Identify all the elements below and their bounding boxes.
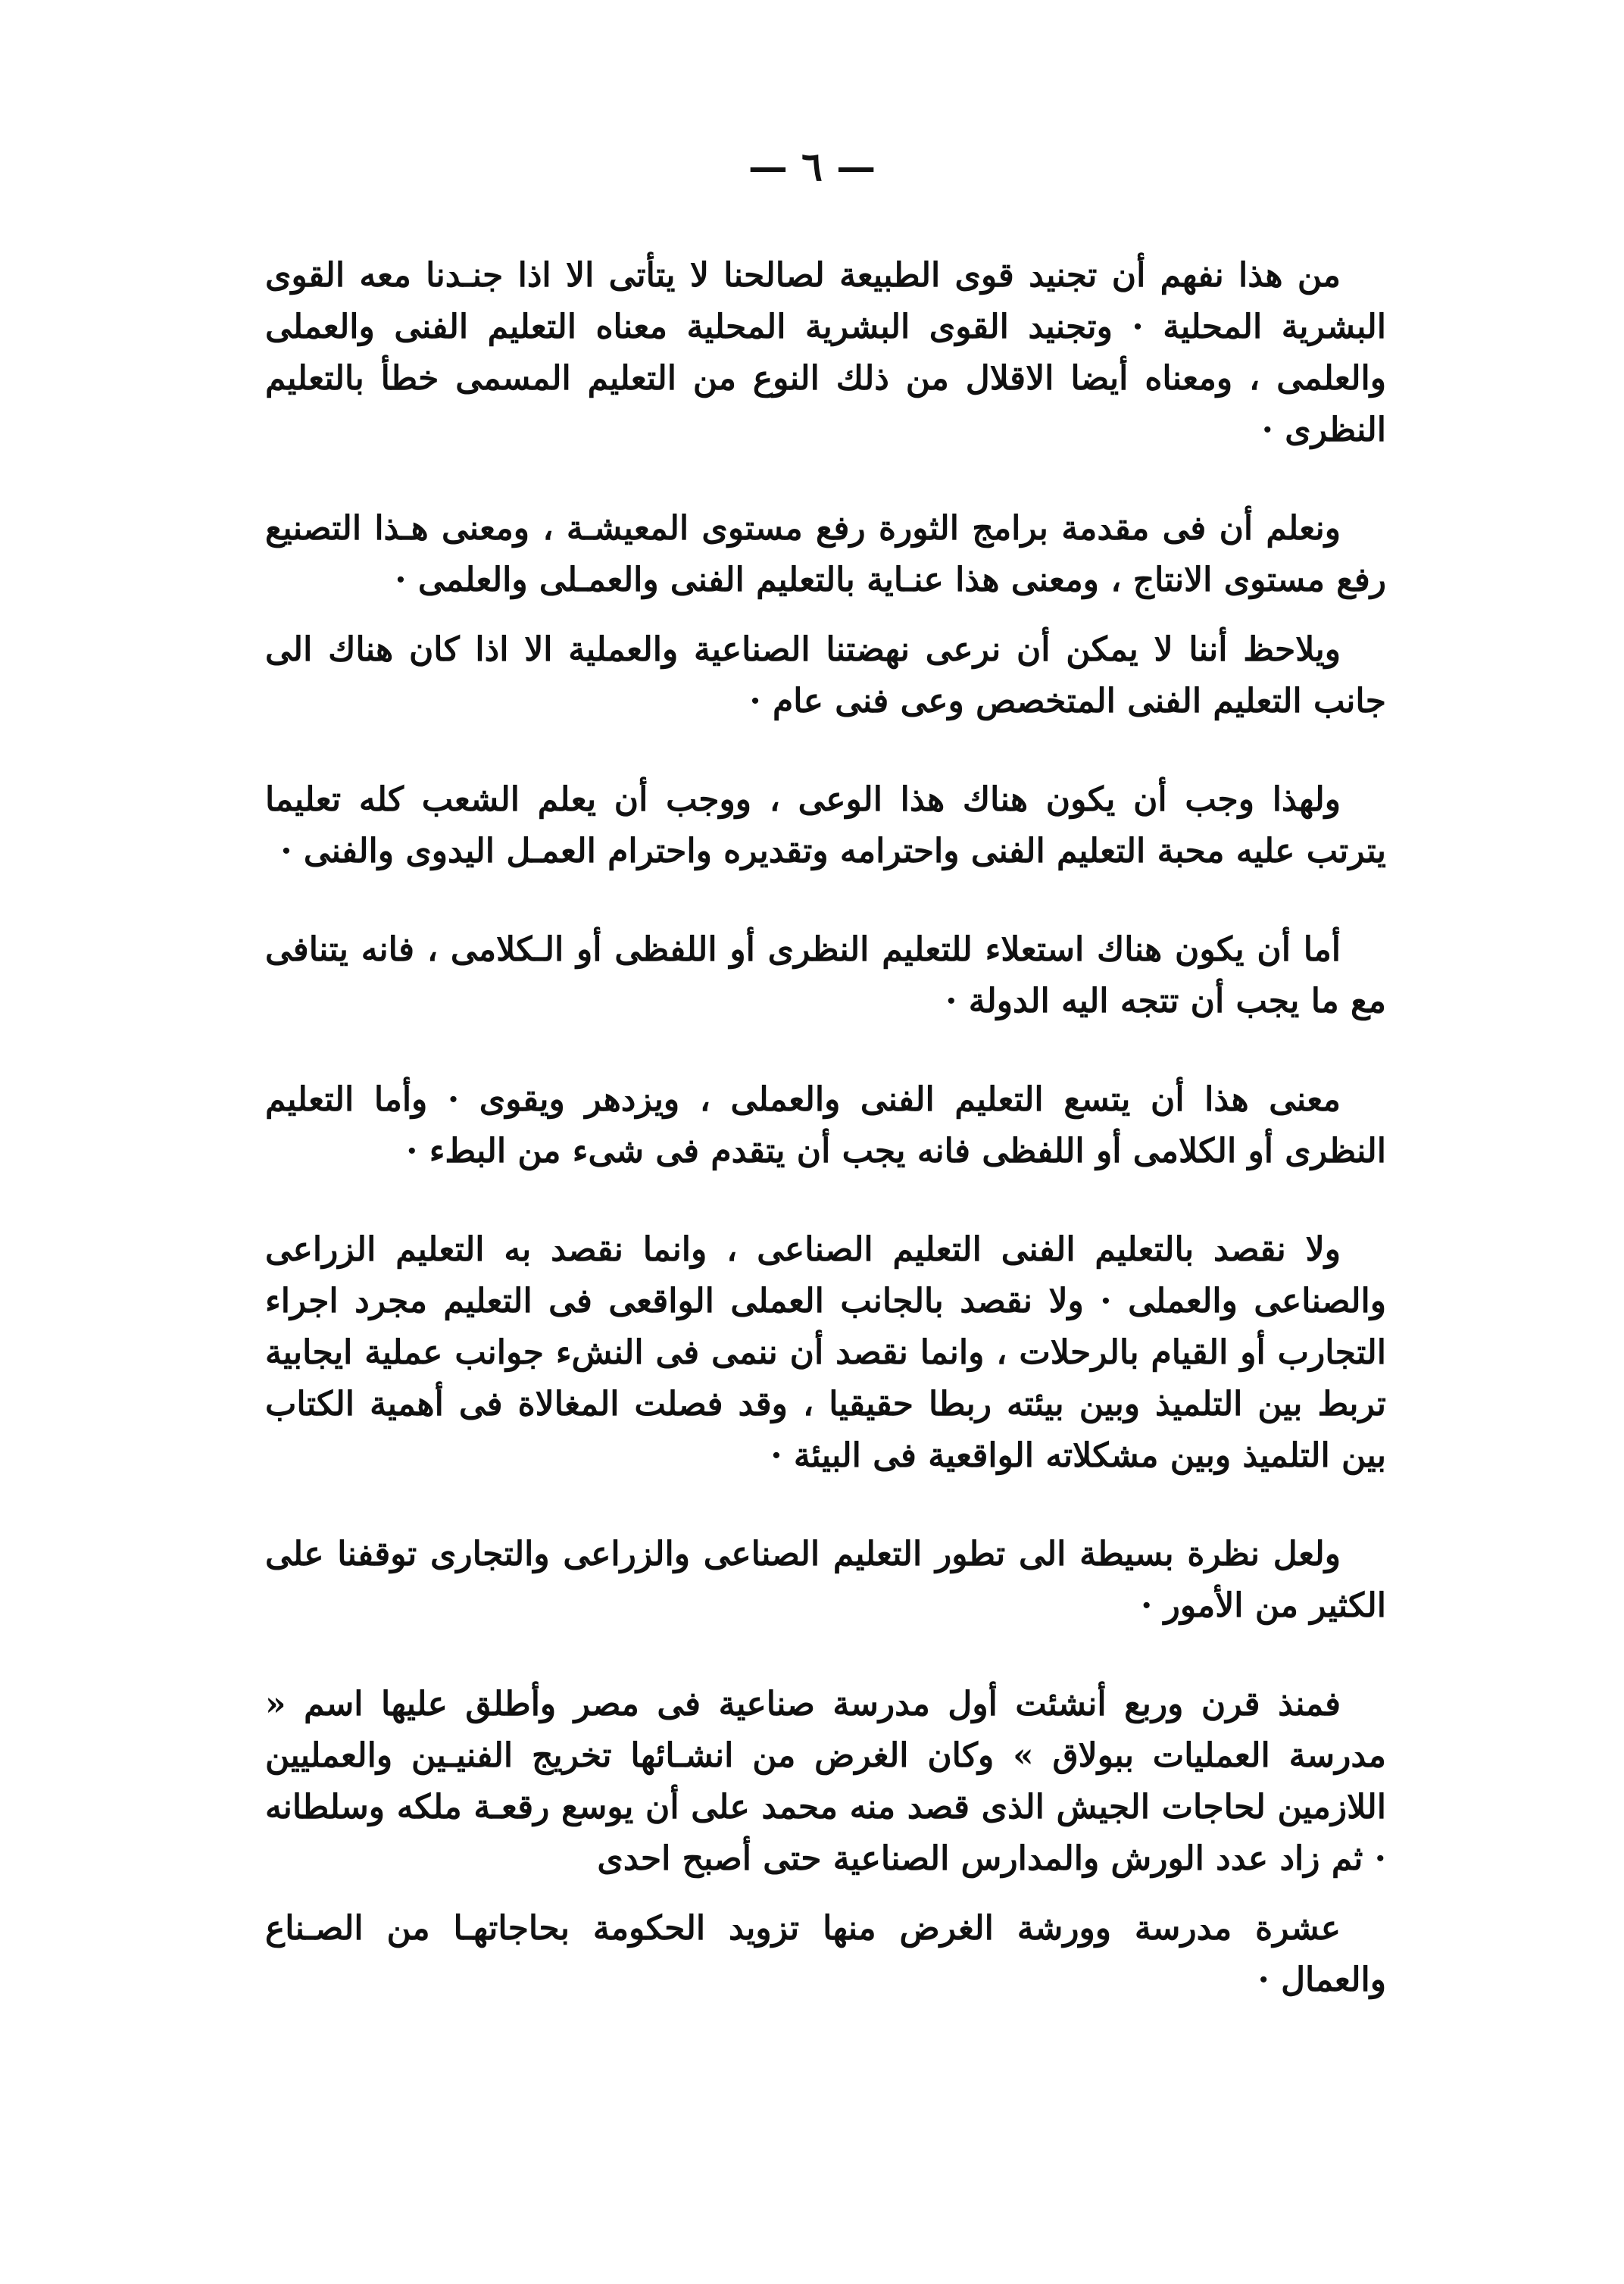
paragraph-5: أما أن يكون هناك استعلاء للتعليم النظرى أو اللفظى أو الـكلامى ، فانه يتنافى مع ما يجب أن تتجه اليه الدولة · [265, 930, 1386, 1020]
paragraph-6: معنى هذا أن يتسع التعليم الفنى والعملى ، ويزدهر ويقوى · وأما التعليم النظرى أو الكلامى أو اللفظى فانه يجب أن يتقدم فى شىء من البطء · [265, 1080, 1386, 1170]
paragraph-7: ولا نقصد بالتعليم الفنى التعليم الصناعى ، وانما نقصد به التعليم الزراعى والصناعى والعملى · ولا نقصد بالجانب العملى الواقعى فى التعليم مجرد اجراء التجارب أو القيام بالرحلات ، وانما نقصد أن ننمى فى النشء جوانب عملية ايجابية تربط بين التلميذ وبين بيئته ربطا حقيقيا ، وقد فصلت المغالاة فى أهمية الكتاب بين التلميذ وبين مشكلاته الواقعية فى البيئة · [265, 1230, 1386, 1475]
paragraph-8: ولعل نظرة بسيطة الى تطور التعليم الصناعى والزراعى والتجارى توقفنا على الكثير من الأمور · [265, 1535, 1386, 1625]
paragraph-4: ولهذا وجب أن يكون هناك هذا الوعى ، ووجب أن يعلم الشعب كله تعليما يترتب عليه محبة التعليم الفنى واحترامه وتقديره واحترام العمـل اليدوى والفنى · [265, 780, 1386, 870]
paragraph-10: عشرة مدرسة وورشة الغرض منها تزويد الحكومة بحاجاتهـا من الصـناع والعمال · [265, 1909, 1386, 1999]
document-body [265, 250, 1386, 2006]
paragraph-3: ويلاحظ أننا لا يمكن أن نرعى نهضتنا الصناعية والعملية الا اذا كان هناك الى جانب التعليم الفنى المتخصص وعى فنى عام · [265, 630, 1386, 720]
page-number: — ٦ — [748, 144, 876, 190]
paragraph-1: من هذا نفهم أن تجنيد قوى الطبيعة لصالحنا لا يتأتى الا اذا جنـدنا معه القوى البشرية المحلية · وتجنيد القوى البشرية المحلية معناه التعليم الفنى والعملى والعلمى ، ومعناه أيضا الاقلال من ذلك النوع من التعليم المسمى خطأ بالتعليم النظرى · [265, 256, 1386, 449]
paragraph-2: ونعلم أن فى مقدمة برامج الثورة رفع مستوى المعيشـة ، ومعنى هـذا التصنيع رفع مستوى الانتاج ، ومعنى هذا عنـاية بالتعليم الفنى والعمـلى والعلمى · [265, 509, 1386, 599]
paragraph-9: فمنذ قرن وربع أنشئت أول مدرسة صناعية فى مصر وأطلق عليها اسم « مدرسة العمليات ببولاق » وكان الغرض من انشـائها تخريج الفنيـين والعمليين اللازمين لحاجات الجيش الذى قصد منه محمد على أن يوسع رقعـة ملكه وسلطانه · ثم زاد عدد الورش والمدارس الصناعية حتى أصبح احدى [265, 1685, 1386, 1878]
